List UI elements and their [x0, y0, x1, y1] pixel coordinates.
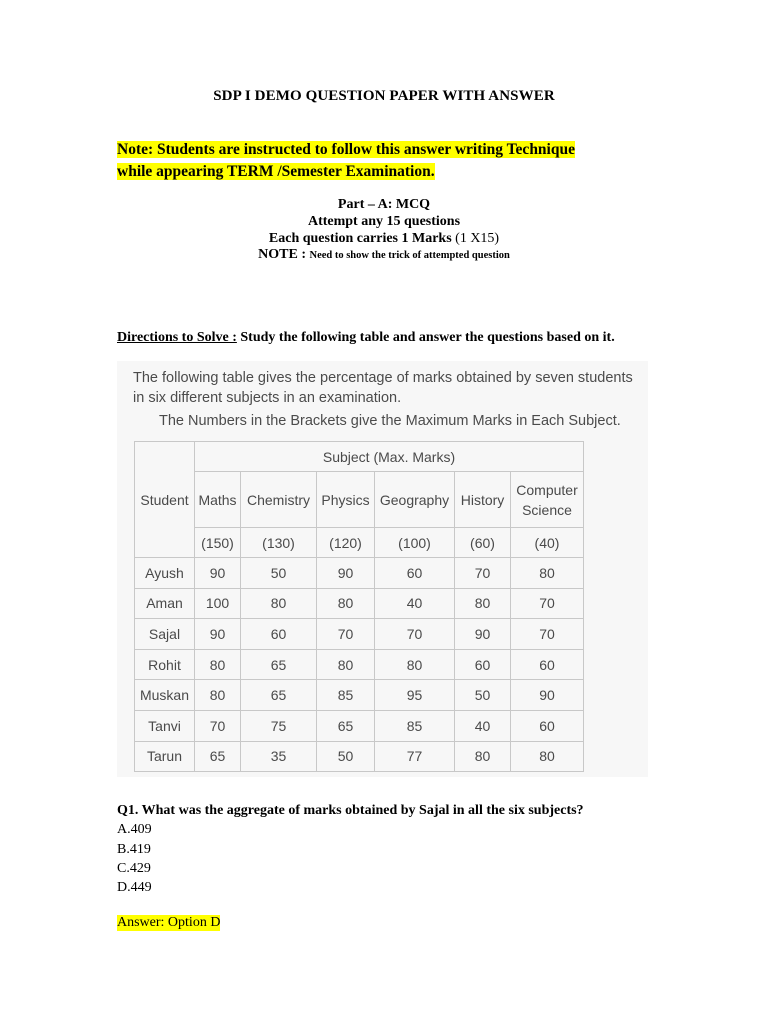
- marks-cell: 80: [511, 558, 584, 589]
- page-title: SDP I DEMO QUESTION PAPER WITH ANSWER: [213, 88, 555, 104]
- max-marks-cell: (100): [375, 528, 455, 558]
- marks-cell: 80: [317, 588, 375, 619]
- marks-cell: 80: [241, 588, 317, 619]
- marks-cell: 70: [375, 619, 455, 650]
- table-row: [135, 588, 584, 619]
- trick-note-text: Need to show the trick of attempted question: [309, 250, 510, 261]
- subject-header: Maths: [195, 472, 241, 528]
- marks-cell: 35: [241, 741, 317, 772]
- marks-cell: 65: [317, 710, 375, 741]
- marks-cell: 70: [511, 619, 584, 650]
- subject-group-header: Subject (Max. Marks): [195, 442, 584, 472]
- note-line-1: Note: Students are instructed to follow this answer writing Technique: [117, 141, 575, 158]
- subject-header: Geography: [375, 472, 455, 528]
- note-line-2: while appearing TERM /Semester Examination.: [117, 163, 435, 180]
- marks-cell: 70: [317, 619, 375, 650]
- marks-cell: 50: [317, 741, 375, 772]
- trick-note-label: NOTE :: [258, 247, 306, 262]
- student-name-cell: Ayush: [135, 558, 195, 589]
- table-intro-line-3: The Numbers in the Brackets give the Maximum Marks in Each Subject.: [159, 413, 621, 429]
- marks-cell: 70: [195, 710, 241, 741]
- marks-cell: 80: [195, 649, 241, 680]
- table-row: [135, 741, 584, 772]
- marks-cell: 70: [455, 558, 511, 589]
- marks-table: [134, 441, 584, 772]
- subject-header-line-2: Science: [522, 501, 572, 518]
- max-marks-cell: (150): [195, 528, 241, 558]
- table-max-marks-row: [135, 528, 584, 558]
- table-intro-line-1: The following table gives the percentage of marks obtained by seven students: [133, 370, 633, 386]
- marks-cell: 80: [455, 588, 511, 619]
- marks-cell: 80: [195, 680, 241, 711]
- marks-cell: 60: [241, 619, 317, 650]
- table-row: [135, 558, 584, 589]
- marks-cell: 40: [455, 710, 511, 741]
- table-group-header-row: [135, 442, 584, 472]
- marks-cell: 95: [375, 680, 455, 711]
- marks-cell: 50: [241, 558, 317, 589]
- directions: [117, 330, 615, 346]
- marks-cell: 90: [511, 680, 584, 711]
- marks-cell: 70: [511, 588, 584, 619]
- student-name-cell: Muskan: [135, 680, 195, 711]
- marks-cell: 90: [195, 619, 241, 650]
- table-subject-row: [135, 472, 584, 528]
- subject-header: Physics: [317, 472, 375, 528]
- marks-cell: 85: [375, 710, 455, 741]
- option-d: D.449: [117, 880, 152, 896]
- marks-cell: 80: [511, 741, 584, 772]
- max-marks-cell: (130): [241, 528, 317, 558]
- marks-cell: 80: [455, 741, 511, 772]
- marks-cell: 60: [511, 710, 584, 741]
- option-a: A.409: [117, 822, 152, 838]
- instruction-note: [117, 139, 575, 183]
- subject-header: History: [455, 472, 511, 528]
- marks-cell: 75: [241, 710, 317, 741]
- marks-cell: 40: [375, 588, 455, 619]
- marks-cell: 80: [317, 649, 375, 680]
- student-header: Student: [135, 442, 195, 558]
- marks-cell: 85: [317, 680, 375, 711]
- max-marks-cell: (120): [317, 528, 375, 558]
- marks-cell: 100: [195, 588, 241, 619]
- marks-instruction-plain: (1 X15): [455, 231, 500, 246]
- table-row: [135, 710, 584, 741]
- marks-cell: 80: [375, 649, 455, 680]
- subject-header-line-1: Computer: [516, 481, 578, 498]
- marks-cell: 90: [195, 558, 241, 589]
- table-row: [135, 619, 584, 650]
- student-name-cell: Tarun: [135, 741, 195, 772]
- marks-cell: 65: [195, 741, 241, 772]
- student-name-cell: Sajal: [135, 619, 195, 650]
- student-name-cell: Rohit: [135, 649, 195, 680]
- marks-cell: 90: [317, 558, 375, 589]
- max-marks-cell: (60): [455, 528, 511, 558]
- answer-label: Answer: Option D: [117, 915, 221, 930]
- max-marks-cell: (40): [511, 528, 584, 558]
- option-c: C.429: [117, 860, 151, 876]
- table-intro: [133, 368, 633, 408]
- marks-instruction: [0, 231, 768, 247]
- marks-cell: 60: [511, 649, 584, 680]
- table-row: [135, 649, 584, 680]
- option-b: B.419: [117, 841, 151, 857]
- subject-header: Chemistry: [241, 472, 317, 528]
- marks-cell: 77: [375, 741, 455, 772]
- marks-cell: 65: [241, 649, 317, 680]
- question-block: [117, 801, 584, 897]
- table-intro-line-2: in six different subjects in an examination.: [133, 390, 402, 406]
- marks-cell: 60: [455, 649, 511, 680]
- marks-cell: 50: [455, 680, 511, 711]
- marks-cell: 65: [241, 680, 317, 711]
- subject-header: [511, 472, 584, 528]
- marks-cell: 90: [455, 619, 511, 650]
- question-text: Q1. What was the aggregate of marks obtained by Sajal in all the six subjects?: [117, 803, 584, 818]
- part-heading: Part – A: MCQ: [337, 197, 431, 212]
- trick-note: [0, 247, 768, 263]
- directions-label: Directions to Solve :: [117, 330, 237, 345]
- directions-text: Study the following table and answer the questions based on it.: [240, 330, 615, 345]
- marks-cell: 60: [375, 558, 455, 589]
- attempt-instruction: Attempt any 15 questions: [307, 214, 461, 229]
- student-name-cell: Aman: [135, 588, 195, 619]
- table-row: [135, 680, 584, 711]
- marks-table-image: [117, 361, 648, 777]
- marks-instruction-bold: Each question carries 1 Marks: [268, 231, 452, 246]
- student-name-cell: Tanvi: [135, 710, 195, 741]
